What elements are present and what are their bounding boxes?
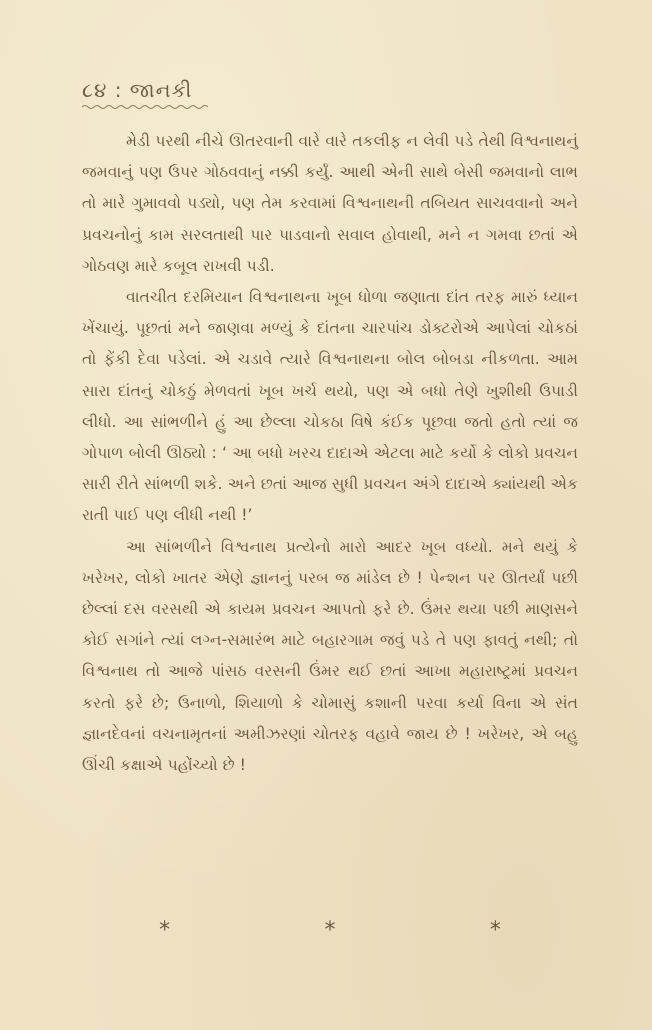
paragraph: આ સાંભળીને વિશ્વનાથ પ્રત્યેનો મારો આદર ખૂબ વધ્યો. મને થયું કે ખરેખર, લોકો ખાતર એણે જ્ઞાનનું પરબ જ માંડેલ છે ! પેન્શન પર ઊતર્યાં પછી છેલ્લાં દસ વરસથી એ કાયમ પ્રવચન આપતો ફરે છે. ઉંમર થયા પછી માણસને કોઈ સગાંને ત્યાં લગ્ન-સમારંભ માટે બહારગામ જવું પડે તે પણ ફાવતું નથી; તો વિશ્વનાથ તો આજે પાંસઠ વરસની ઉંમર થઈ છતાં આખા મહારાષ્ટ્રમાં પ્રવચન કરતો ફરે છે; ઉનાળો, શિયાળો કે ચોમાસું કશાની પરવા કર્યા વિના એ સંત જ્ઞાનદેવનાં વચનામૃતનાં અમીઝરણાં ચોતરફ વહાવે જાય છે ! ખરેખર, એ બહુ ઊંચી કક્ષાએ પહોંચ્યો છે ! xyxy=(82,537,578,775)
section-separator xyxy=(82,918,578,943)
separator-star: * xyxy=(489,918,501,943)
paragraph: મેડી પરથી નીચે ઊતરવાની વારે વારે તકલીફ ન લેવી પડે તેથી વિશ્વનાથનું જમવાનું પણ ઉપર ગોઠવવાનું નક્કી કર્યું. આથી એની સાથે બેસી જમવાનો લાભ તો મારે ગુમાવવો પડ્યો, પણ તેમ કરવામાં વિશ્વનાથની તબિયત સાચવવાનો અને પ્રવચનોનું કામ સરલતાથી પાર પાડવાનો સવાલ હોવાથી, મને ન ગમવા છતાં એ ગોઠવણ મારે કબૂલ રાખવી પડી. xyxy=(82,132,578,275)
separator-star: * xyxy=(324,918,336,943)
paragraph: વાતચીત દરમિયાન વિશ્વનાથના ખૂબ ધોળા જણાતા દાંત તરફ મારું ધ્યાન ખેંચાયું. પૂછતાં મને જાણવા મળ્યું કે દાંતના ચારપાંચ ડોક્ટરોએ આપેલાં ચોકઠાં તો ફેંકી દેવા પડેલાં. એ ચડાવે ત્યારે વિશ્વનાથના બોલ બોબડા નીકળતા. આમ સારા દાંતનું ચોકઠું મેળવતાં ખૂબ ખર્ચ થયો, પણ એ બધો તેણે ખુશીથી ઉપાડી લીધો. આ સાંભળીને હું આ છેલ્લા ચોકઠા વિષે કંઈક પૂછવા જતો હતો ત્યાં જ ગોપાળ બોલી ઊઠ્યો : ‘ આ બધો ખરચ દાદાએ એટલા માટે કર્યો કે લોકો પ્રવચન સારી રીતે સાંભળી શકે. અને છતાં આજ સુધી પ્રવચન અંગે દાદાએ ક્યાંયથી એક રાતી પાઈ પણ લીધી નથી !’ xyxy=(82,288,578,525)
body-text xyxy=(82,126,578,781)
header-wavy-rule xyxy=(82,104,208,110)
page-header xyxy=(82,78,192,102)
separator-star: * xyxy=(159,918,171,943)
page-title: ૮૪ : જાનકી xyxy=(82,78,193,102)
